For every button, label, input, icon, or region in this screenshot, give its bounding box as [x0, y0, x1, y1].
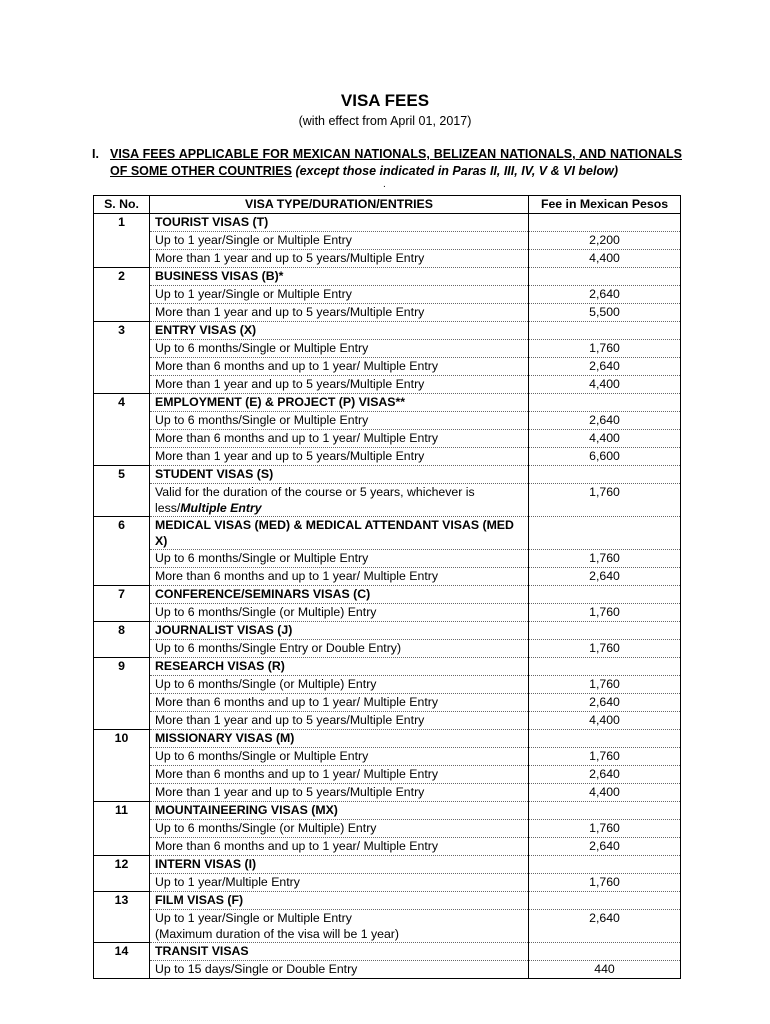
- serial-number-cell: [94, 712, 150, 730]
- table-row: [94, 304, 681, 322]
- serial-number-cell: 5: [94, 466, 150, 484]
- fee-cell: [529, 730, 681, 748]
- table-row: [94, 766, 681, 784]
- fee-cell: 4,400: [529, 250, 681, 268]
- section-heading-text: VISA FEES APPLICABLE FOR MEXICAN NATIONALS, BELIZEAN NATIONALS, AND NATIONALS OF SOME OTHER COUNTRIES: [110, 147, 682, 178]
- fee-cell: [529, 658, 681, 676]
- visa-type-cell: Up to 1 year/Single or Multiple Entry: [150, 232, 529, 250]
- table-row: [94, 232, 681, 250]
- visa-type-cell: Up to 6 months/Single or Multiple Entry: [150, 550, 529, 568]
- visa-type-cell: Up to 6 months/Single (or Multiple) Entry: [150, 604, 529, 622]
- fee-cell: 1,760: [529, 604, 681, 622]
- visa-type-cell: More than 6 months and up to 1 year/ Multiple Entry: [150, 568, 529, 586]
- fee-cell: [529, 517, 681, 550]
- serial-number-cell: [94, 676, 150, 694]
- serial-number-cell: [94, 604, 150, 622]
- table-row: [94, 640, 681, 658]
- serial-number-cell: [94, 484, 150, 517]
- fee-cell: 1,760: [529, 640, 681, 658]
- serial-number-cell: [94, 250, 150, 268]
- fee-cell: [529, 856, 681, 874]
- table-row: [94, 412, 681, 430]
- table-row: [94, 568, 681, 586]
- fee-cell: 2,640: [529, 358, 681, 376]
- fee-cell: 440: [529, 961, 681, 979]
- serial-number-cell: 7: [94, 586, 150, 604]
- serial-number-cell: 9: [94, 658, 150, 676]
- table-row: [94, 430, 681, 448]
- serial-number-cell: [94, 430, 150, 448]
- fee-cell: 1,760: [529, 820, 681, 838]
- fee-cell: 1,760: [529, 676, 681, 694]
- table-category-row: [94, 517, 681, 550]
- table-row: [94, 676, 681, 694]
- visa-type-cell: More than 6 months and up to 1 year/ Multiple Entry: [150, 838, 529, 856]
- fee-cell: 2,200: [529, 232, 681, 250]
- serial-number-cell: 13: [94, 892, 150, 910]
- visa-type-cell: TOURIST VISAS (T): [150, 214, 529, 232]
- serial-number-cell: [94, 286, 150, 304]
- table-category-row: [94, 214, 681, 232]
- visa-type-cell: MISSIONARY VISAS (M): [150, 730, 529, 748]
- visa-type-cell: More than 6 months and up to 1 year/ Multiple Entry: [150, 694, 529, 712]
- serial-number-cell: [94, 694, 150, 712]
- fee-cell: [529, 892, 681, 910]
- serial-number-cell: 3: [94, 322, 150, 340]
- serial-number-cell: 4: [94, 394, 150, 412]
- fee-cell: 2,640: [529, 694, 681, 712]
- visa-type-line: Valid for the duration of the course or 5 years, whichever is: [155, 485, 475, 499]
- serial-number-cell: 2: [94, 268, 150, 286]
- table-row: [94, 820, 681, 838]
- table-header-row: [94, 196, 681, 214]
- visa-type-cell: More than 1 year and up to 5 years/Multiple Entry: [150, 250, 529, 268]
- visa-type-cell: TRANSIT VISAS: [150, 943, 529, 961]
- section-heading: [92, 146, 682, 180]
- fee-cell: 6,600: [529, 448, 681, 466]
- page-title: VISA FEES: [340, 91, 430, 110]
- visa-type-cell: [150, 910, 529, 943]
- section-number: I.: [92, 147, 99, 161]
- fee-cell: 2,640: [529, 838, 681, 856]
- serial-number-cell: 8: [94, 622, 150, 640]
- visa-type-cell: More than 1 year and up to 5 years/Multiple Entry: [150, 712, 529, 730]
- table-category-row: [94, 622, 681, 640]
- fee-cell: 4,400: [529, 712, 681, 730]
- visa-type-line: [155, 926, 523, 942]
- visa-type-line-text: (Maximum duration of the visa will be 1 year): [155, 927, 399, 941]
- table-row: [94, 484, 681, 517]
- serial-number-cell: [94, 448, 150, 466]
- table-category-row: [94, 268, 681, 286]
- fee-cell: 1,760: [529, 874, 681, 892]
- serial-number-cell: [94, 961, 150, 979]
- table-category-row: [94, 658, 681, 676]
- serial-number-cell: [94, 874, 150, 892]
- table-category-row: [94, 394, 681, 412]
- fee-cell: 2,640: [529, 286, 681, 304]
- header-sno: S. No.: [94, 196, 150, 214]
- table-row: [94, 961, 681, 979]
- visa-type-cell: Up to 6 months/Single or Multiple Entry: [150, 412, 529, 430]
- visa-type-cell: INTERN VISAS (I): [150, 856, 529, 874]
- table-row: [94, 286, 681, 304]
- visa-type-cell: Up to 15 days/Single or Double Entry: [150, 961, 529, 979]
- fee-cell: 5,500: [529, 304, 681, 322]
- visa-type-cell: More than 1 year and up to 5 years/Multiple Entry: [150, 448, 529, 466]
- table-row: [94, 250, 681, 268]
- separator-dot: .: [383, 179, 386, 190]
- table-category-row: [94, 943, 681, 961]
- table-category-row: [94, 856, 681, 874]
- table-row: [94, 910, 681, 943]
- fee-cell: [529, 802, 681, 820]
- serial-number-cell: 14: [94, 943, 150, 961]
- visa-type-cell: ENTRY VISAS (X): [150, 322, 529, 340]
- fee-cell: 1,760: [529, 550, 681, 568]
- visa-type-line: Up to 1 year/Single or Multiple Entry: [155, 911, 352, 925]
- visa-type-cell: Up to 6 months/Single or Multiple Entry: [150, 748, 529, 766]
- fee-cell: 2,640: [529, 766, 681, 784]
- visa-type-cell: EMPLOYMENT (E) & PROJECT (P) VISAS**: [150, 394, 529, 412]
- serial-number-cell: [94, 376, 150, 394]
- table-row: [94, 874, 681, 892]
- table-row: [94, 784, 681, 802]
- serial-number-cell: 10: [94, 730, 150, 748]
- serial-number-cell: [94, 784, 150, 802]
- visa-type-cell: Up to 6 months/Single or Multiple Entry: [150, 340, 529, 358]
- visa-type-cell: Up to 6 months/Single Entry or Double Entry): [150, 640, 529, 658]
- table-row: [94, 376, 681, 394]
- table-row: [94, 604, 681, 622]
- table-row: [94, 448, 681, 466]
- table-row: [94, 838, 681, 856]
- section-note: (except those indicated in Paras II, III, IV, V & VI below): [295, 164, 618, 178]
- fee-cell: 1,760: [529, 748, 681, 766]
- visa-type-cell: CONFERENCE/SEMINARS VISAS (C): [150, 586, 529, 604]
- serial-number-cell: [94, 232, 150, 250]
- serial-number-cell: [94, 340, 150, 358]
- serial-number-cell: 12: [94, 856, 150, 874]
- fee-cell: 4,400: [529, 376, 681, 394]
- fee-cell: 4,400: [529, 430, 681, 448]
- serial-number-cell: [94, 748, 150, 766]
- serial-number-cell: [94, 640, 150, 658]
- fee-cell: [529, 322, 681, 340]
- visa-type-cell: Up to 6 months/Single (or Multiple) Entry: [150, 820, 529, 838]
- visa-fees-table: [93, 195, 681, 979]
- visa-type-cell: BUSINESS VISAS (B)*: [150, 268, 529, 286]
- table-row: [94, 694, 681, 712]
- fee-cell: [529, 943, 681, 961]
- fee-cell: [529, 214, 681, 232]
- visa-type-cell: More than 1 year and up to 5 years/Multiple Entry: [150, 376, 529, 394]
- fee-cell: 2,640: [529, 910, 681, 943]
- visa-type-line-emphasis: Multiple Entry: [180, 501, 262, 515]
- fee-cell: 2,640: [529, 568, 681, 586]
- table-row: [94, 550, 681, 568]
- visa-type-cell: More than 6 months and up to 1 year/ Multiple Entry: [150, 430, 529, 448]
- visa-type-cell: STUDENT VISAS (S): [150, 466, 529, 484]
- visa-type-cell: More than 1 year and up to 5 years/Multiple Entry: [150, 304, 529, 322]
- visa-type-cell: [150, 484, 529, 517]
- fee-cell: 1,760: [529, 484, 681, 517]
- serial-number-cell: [94, 838, 150, 856]
- visa-type-cell: More than 6 months and up to 1 year/ Multiple Entry: [150, 766, 529, 784]
- fee-cell: 4,400: [529, 784, 681, 802]
- visa-type-cell: FILM VISAS (F): [150, 892, 529, 910]
- serial-number-cell: 1: [94, 214, 150, 232]
- table-category-row: [94, 322, 681, 340]
- visa-type-line: [155, 500, 523, 516]
- visa-type-cell: More than 1 year and up to 5 years/Multiple Entry: [150, 784, 529, 802]
- fee-cell: 2,640: [529, 412, 681, 430]
- fee-cell: 1,760: [529, 340, 681, 358]
- visa-type-line-text: less/: [155, 501, 181, 515]
- table-category-row: [94, 730, 681, 748]
- table-category-row: [94, 802, 681, 820]
- serial-number-cell: [94, 550, 150, 568]
- table-row: [94, 712, 681, 730]
- serial-number-cell: [94, 358, 150, 376]
- visa-type-cell: Up to 6 months/Single (or Multiple) Entry: [150, 676, 529, 694]
- fee-cell: [529, 586, 681, 604]
- serial-number-cell: [94, 304, 150, 322]
- serial-number-cell: 11: [94, 802, 150, 820]
- table-row: [94, 748, 681, 766]
- table-category-row: [94, 892, 681, 910]
- fee-cell: [529, 622, 681, 640]
- table-category-row: [94, 466, 681, 484]
- table-row: [94, 340, 681, 358]
- page-subtitle: (with effect from April 01, 2017): [298, 114, 472, 128]
- fee-cell: [529, 394, 681, 412]
- visa-type-cell: RESEARCH VISAS (R): [150, 658, 529, 676]
- visa-type-cell: JOURNALIST VISAS (J): [150, 622, 529, 640]
- visa-type-cell: MEDICAL VISAS (MED) & MEDICAL ATTENDANT VISAS (MED X): [150, 517, 529, 550]
- visa-type-cell: More than 6 months and up to 1 year/ Multiple Entry: [150, 358, 529, 376]
- serial-number-cell: 6: [94, 517, 150, 550]
- serial-number-cell: [94, 820, 150, 838]
- header-fee: Fee in Mexican Pesos: [529, 196, 681, 214]
- fee-cell: [529, 268, 681, 286]
- visa-type-cell: Up to 1 year/Single or Multiple Entry: [150, 286, 529, 304]
- fee-cell: [529, 466, 681, 484]
- table-category-row: [94, 586, 681, 604]
- header-visa-type: VISA TYPE/DURATION/ENTRIES: [150, 196, 529, 214]
- serial-number-cell: [94, 910, 150, 943]
- visa-type-cell: MOUNTAINEERING VISAS (MX): [150, 802, 529, 820]
- serial-number-cell: [94, 766, 150, 784]
- table-row: [94, 358, 681, 376]
- visa-type-cell: Up to 1 year/Multiple Entry: [150, 874, 529, 892]
- serial-number-cell: [94, 412, 150, 430]
- serial-number-cell: [94, 568, 150, 586]
